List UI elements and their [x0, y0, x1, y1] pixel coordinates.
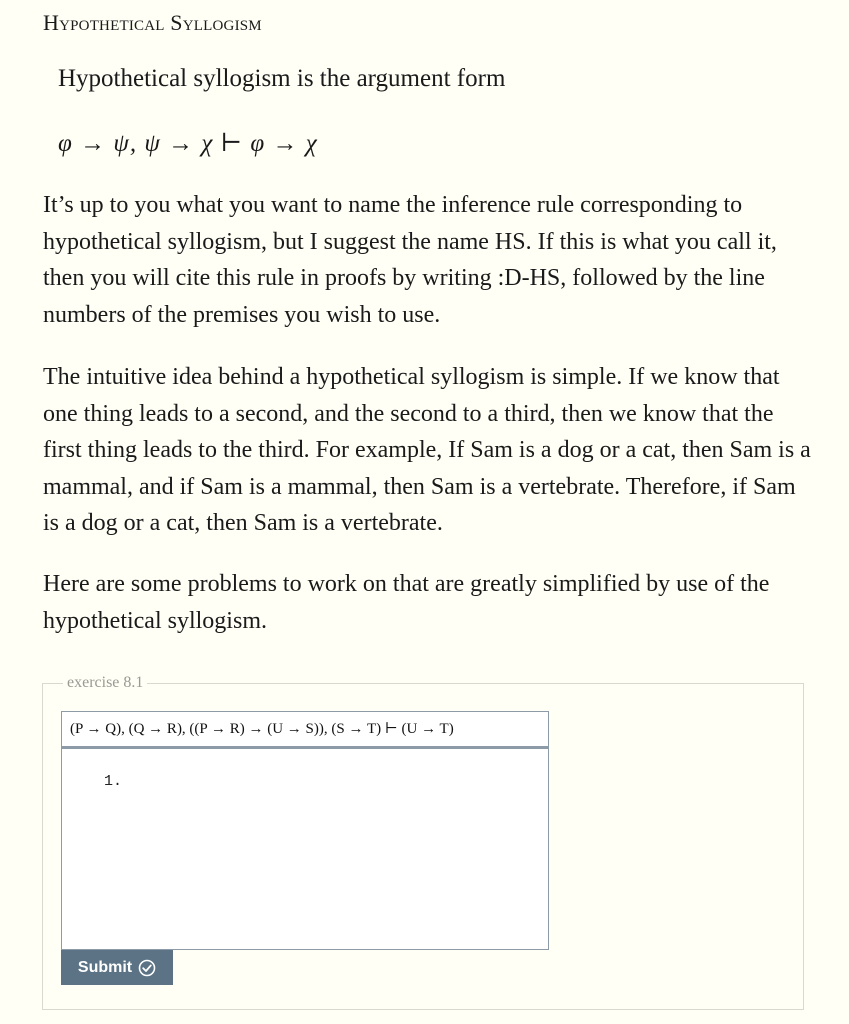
proof-editor[interactable]: [61, 747, 549, 950]
exercise-label: exercise 8.1: [63, 674, 147, 692]
paragraph-problems-intro: Here are some problems to work on that are greatly simplified by use of the hypothetical syllogism.: [43, 571, 770, 634]
submit-label: Submit: [77, 958, 133, 976]
paragraph-intuitive-idea: The intuitive idea behind a hypothetical syllogism is simple. If we know that one thing leads to a second, and the second to a third, then we know that the first thing leads to the third. For example, If Sam is a dog or a cat, then Sam is a mammal, and if Sam is a mammal, then Sam is a vertebrate. Therefore, if Sam is a dog or a cat, then Sam is a vertebrate.: [43, 364, 811, 536]
paragraph-naming-rule: It’s up to you what you want to name the inference rule corresponding to hypothetical syllogism, but I suggest the name HS. If this is what you call it, then you will cite this rule in proofs by writing :D-HS, followed by the line numbers of the premises you wish to use.: [43, 192, 777, 328]
check-circle-icon: [138, 959, 156, 977]
proof-line-number: 1.: [104, 773, 123, 790]
argument-form-formula: φ → ψ, ψ → χ ⊢ φ → χ: [58, 130, 318, 157]
exercise-problem: (P → Q), (Q → R), ((P → R) → (U → S)), (S → T) ⊢ (U → T): [61, 711, 549, 747]
submit-button[interactable]: [61, 950, 173, 985]
section-title: Hypothetical Syllogism: [43, 10, 262, 35]
exercise-box: [42, 674, 804, 1010]
definition-text: Hypothetical syllogism is the argument form: [58, 65, 506, 92]
